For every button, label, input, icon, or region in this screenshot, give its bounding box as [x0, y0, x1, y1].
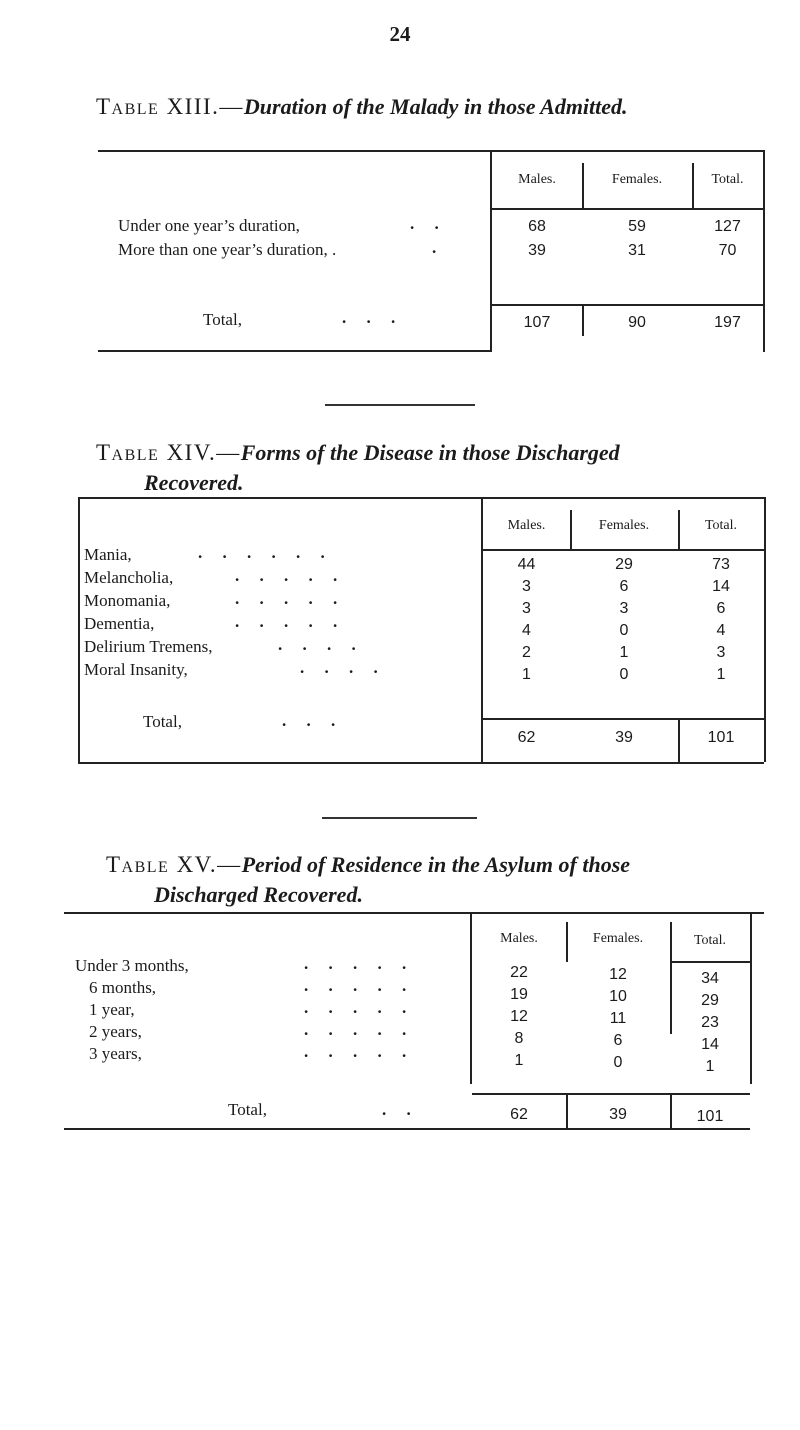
table-left-border — [78, 497, 80, 762]
leader-dots: . . — [382, 1100, 419, 1119]
cell-total: 4 — [716, 622, 726, 639]
table-number: Table XV.— — [106, 852, 242, 877]
cell-total: 73 — [712, 556, 730, 573]
header-rule — [483, 549, 764, 551]
column-divider — [670, 1095, 672, 1129]
total-total: 101 — [707, 729, 735, 746]
cell-males: 68 — [528, 218, 546, 235]
table-right-border — [764, 497, 766, 762]
page-number: 24 — [389, 22, 411, 46]
column-header-total: Total. — [711, 172, 744, 187]
cell-males: 3 — [522, 600, 531, 617]
cell-females: 0 — [613, 1054, 623, 1071]
column-header-males: Males. — [507, 518, 546, 533]
cell-males: 1 — [514, 1052, 524, 1069]
total-females: 39 — [615, 729, 633, 746]
column-header-males: Males. — [500, 931, 538, 946]
row-label: Monomania, — [84, 591, 171, 610]
column-header-males: Males. — [518, 172, 556, 187]
cell-females: 0 — [619, 666, 629, 683]
cell-total: 34 — [701, 970, 719, 987]
total-rule — [483, 718, 764, 720]
cell-females: 3 — [619, 600, 629, 617]
row-label: Mania, — [84, 545, 132, 564]
table-top-rule — [64, 912, 764, 914]
table-caption-continued: Recovered. — [144, 470, 244, 495]
leader-dots: . . . . — [278, 635, 364, 654]
table-caption: Period of Residence in the Asylum of those — [241, 852, 631, 877]
total-males: 62 — [517, 729, 536, 746]
table-caption: Forms of the Disease in those Discharged — [240, 440, 620, 465]
leader-dots: . . . . . — [304, 998, 415, 1017]
leader-dots: . . . — [282, 711, 344, 730]
row-label: Under 3 months, — [75, 956, 189, 975]
column-header-total: Total. — [704, 518, 738, 533]
total-males: 62 — [510, 1106, 528, 1123]
table-top-rule — [78, 497, 764, 499]
column-divider — [582, 306, 584, 336]
row-label: Melancholia, — [84, 568, 174, 587]
cell-females: 29 — [615, 556, 633, 573]
table-xiv-title — [96, 438, 620, 498]
table-right-border — [763, 150, 765, 352]
column-divider — [692, 163, 694, 209]
leader-dots: . — [432, 238, 445, 257]
table-caption-continued: Discharged Recovered. — [154, 882, 363, 907]
section-divider — [325, 404, 475, 406]
total-females: 39 — [609, 1106, 627, 1123]
leader-dots: . . . — [342, 308, 404, 327]
total-label: Total, — [203, 310, 242, 329]
cell-males: 1 — [522, 666, 531, 683]
header-rule — [492, 208, 763, 210]
cell-females: 11 — [609, 1010, 627, 1027]
row-label: Under one year’s duration, — [118, 216, 300, 235]
table-bottom-rule — [78, 762, 764, 764]
row-label: Delirium Tremens, — [84, 637, 213, 656]
leader-dots: . . . . . — [235, 589, 346, 608]
leader-dots: . . . . — [300, 658, 386, 677]
table-bottom-rule — [98, 350, 491, 352]
cell-females: 6 — [613, 1032, 623, 1049]
total-total: 197 — [714, 314, 741, 331]
row-label: 6 months, — [89, 978, 157, 997]
cell-total: 23 — [701, 1014, 719, 1031]
column-divider — [582, 163, 584, 209]
cell-total: 29 — [701, 992, 719, 1009]
row-label: Dementia, — [84, 614, 155, 633]
table-top-rule — [98, 150, 763, 152]
column-divider — [566, 922, 568, 962]
cell-total: 6 — [716, 600, 726, 617]
table-number: Table XIII.— — [96, 94, 244, 119]
cell-females: 1 — [619, 644, 629, 661]
cell-females: 31 — [628, 242, 646, 259]
leader-dots: . . — [410, 214, 447, 233]
row-label: 2 years, — [89, 1022, 142, 1041]
column-divider — [570, 510, 572, 550]
cell-females: 59 — [628, 218, 646, 235]
row-label: 3 years, — [89, 1044, 142, 1063]
leader-dots: . . . . . — [304, 976, 415, 995]
cell-males: 2 — [522, 644, 531, 661]
cell-males: 3 — [522, 578, 531, 595]
row-label: 1 year, — [89, 1000, 135, 1019]
table-caption: Duration of the Malady in those Admitted. — [243, 94, 628, 119]
column-header-females: Females. — [592, 931, 644, 946]
column-divider — [566, 1095, 568, 1129]
cell-males: 4 — [522, 622, 531, 639]
cell-males: 39 — [528, 242, 546, 259]
leader-dots: . . . . . — [304, 954, 415, 973]
table-xv-title — [106, 850, 630, 910]
row-label: More than one year’s duration, . — [118, 240, 337, 259]
table-bottom-rule — [64, 1128, 750, 1130]
column-divider — [678, 510, 680, 550]
cell-total: 14 — [712, 578, 730, 595]
leader-dots: . . . . . — [304, 1020, 415, 1039]
cell-females: 6 — [619, 578, 629, 595]
cell-males: 22 — [510, 964, 528, 981]
section-divider — [322, 817, 477, 819]
column-header-total: Total. — [693, 933, 727, 948]
leader-dots: . . . . . — [304, 1042, 415, 1061]
header-rule — [670, 961, 750, 963]
total-females: 90 — [628, 314, 646, 331]
column-header-females: Females. — [611, 172, 663, 187]
total-total: 101 — [696, 1108, 724, 1125]
leader-dots: . . . . . — [235, 566, 346, 585]
total-rule — [492, 304, 763, 306]
cell-males: 8 — [514, 1030, 524, 1047]
cell-males: 44 — [517, 556, 536, 573]
table-right-border — [750, 912, 752, 1084]
cell-males: 12 — [510, 1008, 528, 1025]
cell-females: 0 — [619, 622, 629, 639]
column-divider — [678, 720, 680, 762]
total-label: Total, — [228, 1100, 267, 1119]
cell-males: 19 — [510, 986, 528, 1003]
leader-dots: . . . . . . — [198, 543, 333, 562]
cell-total: 127 — [714, 218, 741, 235]
cell-total: 1 — [705, 1058, 715, 1075]
cell-total: 70 — [718, 242, 737, 259]
total-males: 107 — [523, 314, 551, 331]
cell-females: 10 — [609, 988, 627, 1005]
cell-total: 14 — [701, 1036, 719, 1053]
cell-total: 3 — [716, 644, 726, 661]
table-number: Table XIV.— — [96, 440, 241, 465]
column-header-females: Females. — [598, 518, 650, 533]
cell-total: 1 — [716, 666, 726, 683]
table-xiii-title — [96, 92, 628, 122]
row-label: Moral Insanity, — [84, 660, 188, 679]
leader-dots: . . . . . — [235, 612, 346, 631]
total-label: Total, — [143, 712, 182, 731]
cell-females: 12 — [609, 966, 627, 983]
total-rule — [472, 1093, 750, 1095]
